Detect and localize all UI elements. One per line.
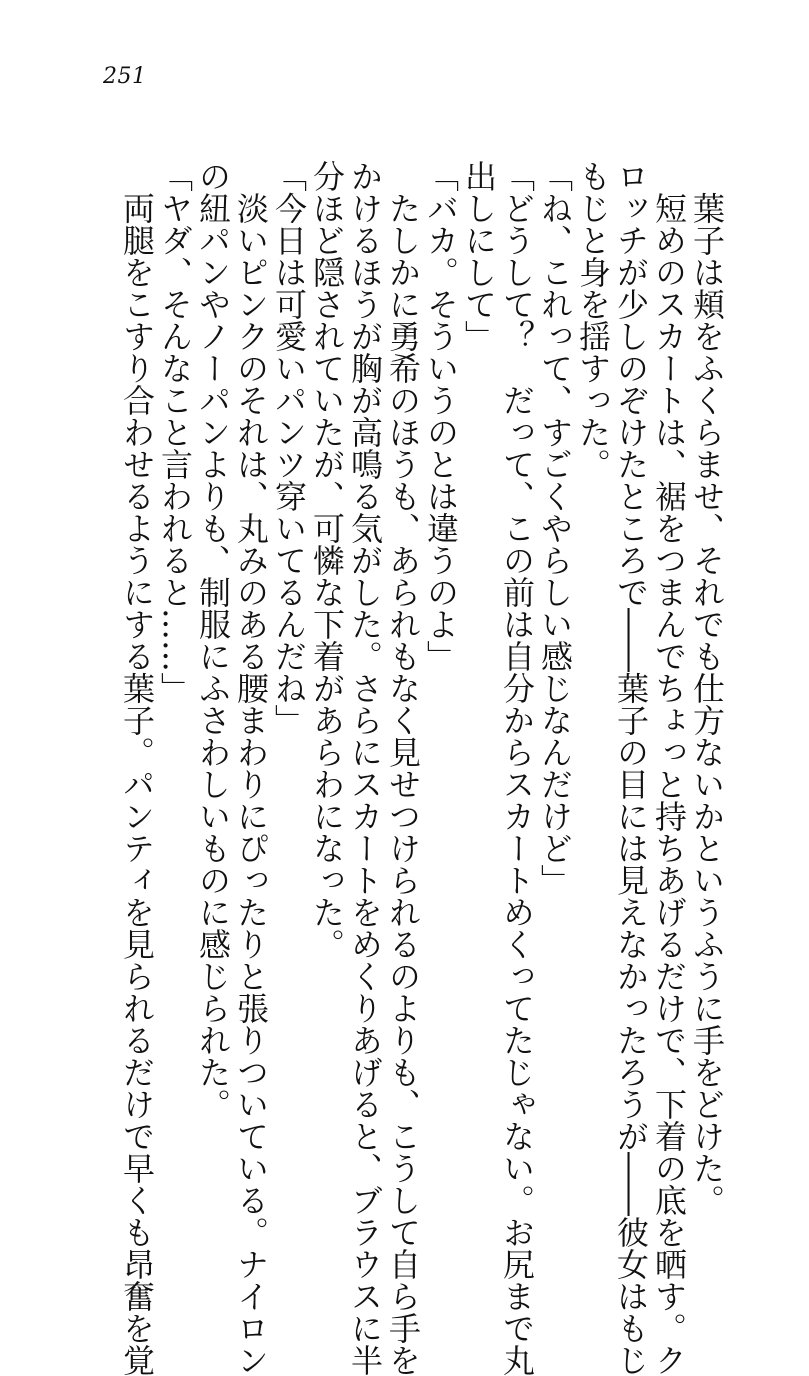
- text-line: 「ね、これって、すごくやらしい感じなんだけど」: [536, 160, 574, 896]
- text-line: 短めのスカートは、裾をつまんでちょっと持ちあげるだけで、下着の底を晒す。ク: [650, 160, 688, 1376]
- text-line: 出しにして」: [460, 160, 498, 352]
- text-line: 「今日は可愛いパンツ穿いてるんだね」: [270, 160, 308, 736]
- text-line: 「バカ。そういうのとは違うのよ」: [422, 160, 460, 672]
- text-line: 分ほど隠されていたが、可憐な下着があらわになった。: [308, 160, 346, 960]
- text-line: 葉子は頬をふくらませ、それでも仕方ないかというふうに手をどけた。: [688, 160, 726, 1216]
- text-line: 淡いピンクのそれは、丸みのある腰まわりにぴったりと張りついている。ナイロン: [232, 160, 270, 1376]
- page-number: 251: [103, 64, 147, 89]
- text-line: もじと身を揺すった。: [574, 160, 612, 480]
- text-line: たしかに勇希のほうも、あられもなく見せつけられるのよりも、こうして自ら手を: [384, 160, 422, 1376]
- text-line: の紐パンやノーパンよりも、制服にふさわしいものに感じられた。: [194, 160, 232, 1120]
- text-line: 「ヤダ、そんなこと言われると……」: [156, 160, 194, 704]
- text-line: 「どうして？ だって、この前は自分からスカートめくってたじゃない。お尻まで丸: [498, 160, 536, 1376]
- text-line: かけるほうが胸が高鳴る気がした。さらにスカートをめくりあげると、ブラウスに半: [346, 160, 384, 1376]
- text-line: ロッチが少しのぞけたところで――葉子の目には見えなかったろうが――彼女はもじ: [612, 160, 650, 1376]
- text-line: 両腿をこすり合わせるようにする葉子。パンティを見られるだけで早くも昂奮を覚: [118, 160, 156, 1376]
- body-text-vertical: [118, 160, 726, 1376]
